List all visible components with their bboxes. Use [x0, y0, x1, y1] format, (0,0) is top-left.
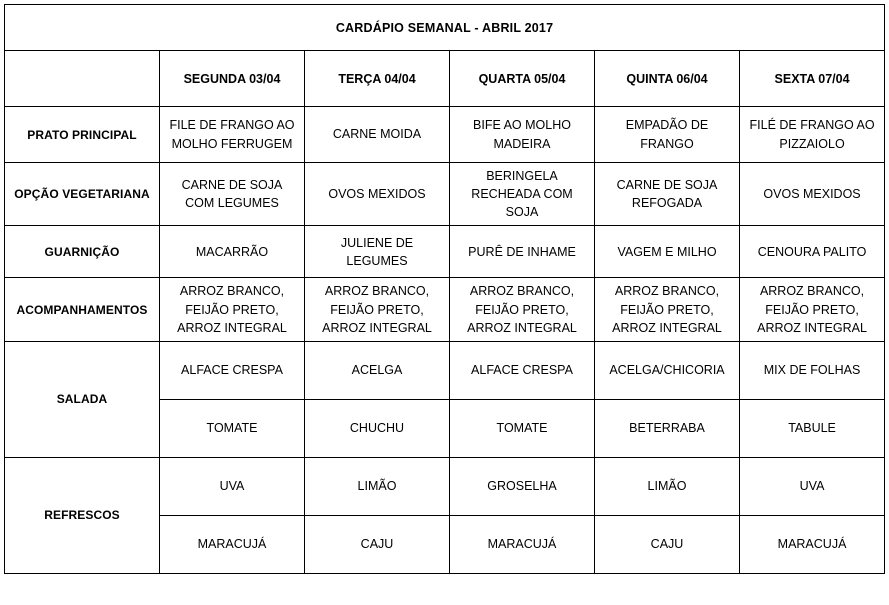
cell-salad1-friday: MIX DE FOLHAS [740, 341, 885, 399]
cell-garnish-wednesday: PURÊ DE INHAME [450, 226, 595, 278]
cell-drink2-wednesday: MARACUJÁ [450, 515, 595, 573]
cell-drink1-friday: UVA [740, 457, 885, 515]
row-label-salad: SALADA [5, 341, 160, 457]
table-row [5, 457, 885, 515]
cell-main-dish-wednesday: BIFE AO MOLHO MADEIRA [450, 107, 595, 163]
column-header-tuesday: TERÇA 04/04 [305, 51, 450, 107]
menu-sheet [0, 4, 889, 605]
table-row [5, 163, 885, 226]
cell-garnish-thursday: VAGEM E MILHO [595, 226, 740, 278]
cell-sides-friday: ARROZ BRANCO, FEIJÃO PRETO, ARROZ INTEGRAL [740, 278, 885, 341]
cell-sides-thursday: ARROZ BRANCO, FEIJÃO PRETO, ARROZ INTEGRAL [595, 278, 740, 341]
cell-sides-tuesday: ARROZ BRANCO, FEIJÃO PRETO, ARROZ INTEGRAL [305, 278, 450, 341]
cell-main-dish-thursday: EMPADÃO DE FRANGO [595, 107, 740, 163]
table-row [5, 226, 885, 278]
page-title: CARDÁPIO SEMANAL - ABRIL 2017 [5, 5, 885, 51]
cell-sides-wednesday: ARROZ BRANCO, FEIJÃO PRETO, ARROZ INTEGRAL [450, 278, 595, 341]
cell-vegetarian-friday: OVOS MEXIDOS [740, 163, 885, 226]
column-header-thursday: QUINTA 06/04 [595, 51, 740, 107]
cell-drink1-thursday: LIMÃO [595, 457, 740, 515]
cell-salad2-friday: TABULE [740, 399, 885, 457]
cell-vegetarian-thursday: CARNE DE SOJA REFOGADA [595, 163, 740, 226]
table-row [5, 341, 885, 399]
table-title-row [5, 5, 885, 51]
cell-garnish-friday: CENOURA PALITO [740, 226, 885, 278]
cell-drink1-wednesday: GROSELHA [450, 457, 595, 515]
cell-main-dish-friday: FILÉ DE FRANGO AO PIZZAIOLO [740, 107, 885, 163]
cell-salad1-thursday: ACELGA/CHICORIA [595, 341, 740, 399]
cell-drink1-monday: UVA [160, 457, 305, 515]
row-label-drinks: REFRESCOS [5, 457, 160, 573]
cell-vegetarian-wednesday: BERINGELA RECHEADA COM SOJA [450, 163, 595, 226]
table-row [5, 278, 885, 341]
cell-vegetarian-monday: CARNE DE SOJA COM LEGUMES [160, 163, 305, 226]
cell-drink2-monday: MARACUJÁ [160, 515, 305, 573]
row-label-main-dish: PRATO PRINCIPAL [5, 107, 160, 163]
column-header-wednesday: QUARTA 05/04 [450, 51, 595, 107]
cell-salad1-wednesday: ALFACE CRESPA [450, 341, 595, 399]
cell-drink2-friday: MARACUJÁ [740, 515, 885, 573]
cell-garnish-monday: MACARRÃO [160, 226, 305, 278]
row-label-garnish: GUARNIÇÃO [5, 226, 160, 278]
row-label-sides: ACOMPANHAMENTOS [5, 278, 160, 341]
cell-drink2-tuesday: CAJU [305, 515, 450, 573]
column-header-friday: SEXTA 07/04 [740, 51, 885, 107]
cell-salad1-tuesday: ACELGA [305, 341, 450, 399]
cell-garnish-tuesday: JULIENE DE LEGUMES [305, 226, 450, 278]
header-corner-cell [5, 51, 160, 107]
cell-salad2-wednesday: TOMATE [450, 399, 595, 457]
cell-drink1-tuesday: LIMÃO [305, 457, 450, 515]
cell-drink2-thursday: CAJU [595, 515, 740, 573]
cell-main-dish-tuesday: CARNE MOIDA [305, 107, 450, 163]
cell-salad1-monday: ALFACE CRESPA [160, 341, 305, 399]
column-header-monday: SEGUNDA 03/04 [160, 51, 305, 107]
cell-salad2-tuesday: CHUCHU [305, 399, 450, 457]
table-row [5, 107, 885, 163]
cell-salad2-thursday: BETERRABA [595, 399, 740, 457]
cell-vegetarian-tuesday: OVOS MEXIDOS [305, 163, 450, 226]
cell-sides-monday: ARROZ BRANCO, FEIJÃO PRETO, ARROZ INTEGRAL [160, 278, 305, 341]
cell-main-dish-monday: FILE DE FRANGO AO MOLHO FERRUGEM [160, 107, 305, 163]
weekly-menu-table [4, 4, 885, 574]
cell-salad2-monday: TOMATE [160, 399, 305, 457]
table-header-row [5, 51, 885, 107]
row-label-vegetarian: OPÇÃO VEGETARIANA [5, 163, 160, 226]
